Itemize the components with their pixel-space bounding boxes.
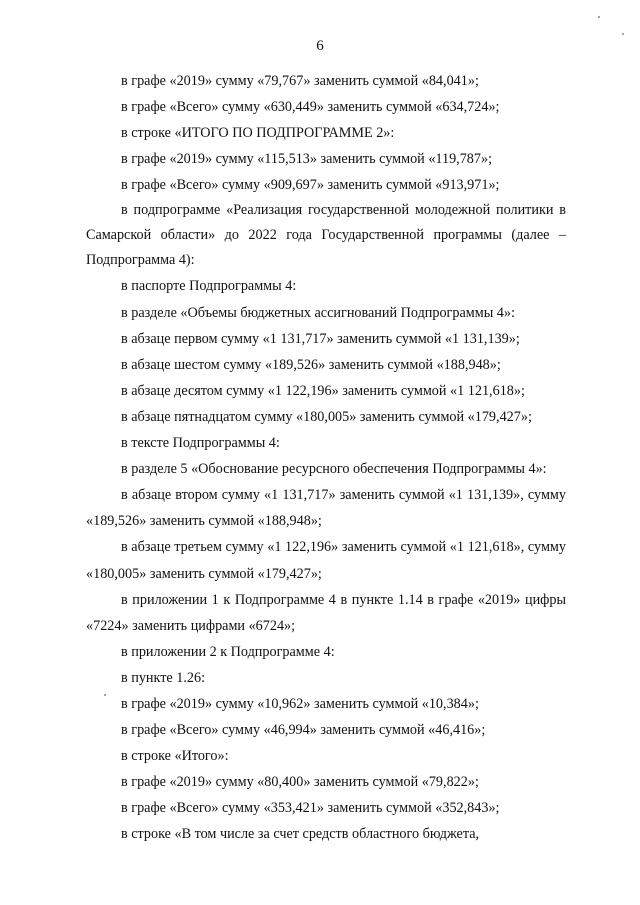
paragraph: в абзаце десятом сумму «1 122,196» заменить суммой «1 121,618»; [121,382,525,399]
paragraph: в паспорте Подпрограммы 4: [121,278,297,295]
scan-speck [622,33,624,35]
paragraph: в приложении 2 к Подпрограмме 4: [121,643,335,660]
paragraph: в графе «Всего» сумму «630,449» заменить суммой «634,724»; [121,99,500,116]
paragraph: в приложении 1 к Подпрограмме 4 в пункте 1.14 в графе «2019» цифры «7224» заменить цифрами «6724»; [86,591,566,634]
paragraph: в графе «Всего» сумму «46,994» заменить суммой «46,416»; [121,722,486,739]
paragraph: в графе «2019» сумму «80,400» заменить суммой «79,822»; [121,774,479,791]
paragraph: в абзаце втором сумму «1 131,717» заменить суммой «1 131,139», сумму «189,526» заменить суммой «188,948»; [86,487,566,530]
paragraph: в графе «2019» сумму «79,767» заменить суммой «84,041»; [121,73,479,89]
document-body [86,68,566,848]
paragraph: в абзаце пятнадцатом сумму «180,005» заменить суммой «179,427»; [121,408,532,425]
paragraph: в абзаце первом сумму «1 131,717» заменить суммой «1 131,139»; [121,330,520,347]
paragraph: в разделе «Объемы бюджетных ассигнований Подпрограммы 4»: [121,304,515,321]
paragraph: в графе «Всего» сумму «909,697» заменить суммой «913,971»; [121,177,500,194]
paragraph: в подпрограмме «Реализация государственной молодежной политики в Самарской области» до 2022 года Государственной программы (далее – Подпрограмма 4): [86,202,566,269]
paragraph: в разделе 5 «Обоснование ресурсного обеспечения Подпрограммы 4»: [121,461,547,478]
paragraph: в графе «2019» сумму «115,513» заменить суммой «119,787»; [121,151,493,168]
scan-speck [598,16,600,18]
paragraph: в графе «Всего» сумму «353,421» заменить суммой «352,843»; [121,800,500,817]
paragraph: в строке «ИТОГО ПО ПОДПРОГРАММЕ 2»: [121,125,395,142]
page-number: 6 [316,38,324,54]
paragraph: в графе «2019» сумму «10,962» заменить суммой «10,384»; [121,695,479,712]
paragraph: в строке «В том числе за счет средств областного бюджета, [121,826,480,843]
paragraph: в абзаце шестом сумму «189,526» заменить суммой «188,948»; [121,356,501,373]
paragraph: в абзаце третьем сумму «1 122,196» заменить суммой «1 121,618», сумму «180,005» заменить суммой «179,427»; [86,539,566,582]
paragraph: в тексте Подпрограммы 4: [121,435,280,452]
paragraph: в пункте 1.26: [121,669,206,686]
paragraph: в строке «Итого»: [121,748,229,765]
